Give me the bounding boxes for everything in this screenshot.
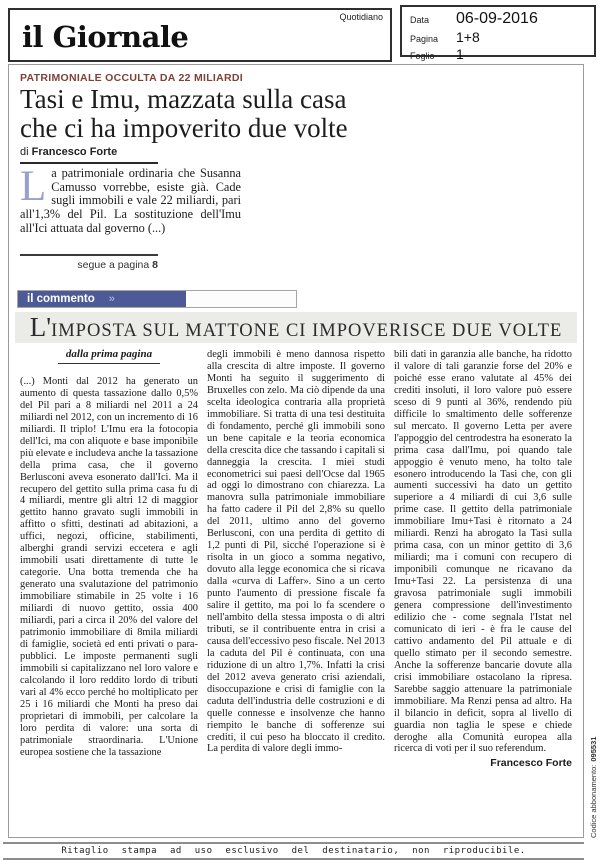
date-value: 06-09-2016: [456, 10, 538, 27]
column-2-text: degli immobili è meno dannosa rispetto alla crescita di altre imposte. Il governo Monti ha seguito il suggerimento di Bruxelles con zelo. Ma ciò dipende da una scelta ideologica contraria alla proprietà immobiliare. Si tratta di una tesi destituita di fondamento, perché gli immobili sono un bene capitale e la teoria economica della crescita dice che tassando i capitali si danneggia la crescita. I miei studi econometrici sui paesi dell'Ocse dal 1965 ad oggi lo dimostrano con chiarezza. La manovra sulla patrimoniale immobiliare ha fatto cadere il Pil del 2,8% su quello del 2011, ultimo anno del governo Berlusconi, con una perdita di gettito di 1,2 punti di Pil, sicché l'operazione si è risolta in un gioco a somma negativo, dovuto alla legge economica che si ricava dalla «curva di Laffer». Sino a un certo punto l'aumento di pressione fiscale fa salire il gettito, ma poi lo fa scendere o nell'ambito della stessa imposta o di altri tributi, se il contribuente entra in crisi a causa dell'eccessivo peso fiscale. Nel 2013 la caduta del Pil è continuata, con una riduzione di un altro 1,7%. Infatti la crisi del 2012 aveva generato crisi aziendali, disoccupazione e crisi di famiglie con la caduta dell'industria delle costruzioni e di quelle connesse e insolvenze che hanno riempito le banche di sofferenze sui crediti, il cui peso ha bloccato il credito. La perdita di valore degli immo-: [207, 349, 386, 755]
subscription-code: [589, 688, 600, 838]
front-headline: [20, 85, 348, 143]
meta-row-date: [410, 10, 594, 28]
column-3-text: bili dati in garanzia alle banche, ha ridotto il valore di tali garanzie forse del 20% e poiché esse erano valutate al 45% dei crediti insoluti, il loro valore può essere sceso di 9 punti al 36%, rendendo più difficile lo smaltimento delle sofferenze sul mercato. Il governo Letta per avere l'appoggio del centrodestra ha esonerato la prima casa dall'Imu, poi quando tale appoggio è venuto meno, ha tolto tale esonero introducendo la Tasi che, con gli aumenti successivi ha dato un gettito superiore a 4 miliardi di cui 3,6 sulle prime case. Il gettito della patrimoniale immobiliare Imu+Tasi è ritornato a 24 miliardi. Renzi ha abrogato la Tasi sulla prima casa, con un minor gettito di 3,6 miliardi; ma i comuni con recupero di imponibili comunque ne ricavano da Imu+Tasi 22. La persistenza di una gravosa patrimoniale sugli immobili genera compressione dell'investimento edilizio che - come segnala l'Istat nel comunicato di ieri - è fra le cause del cattivo andamento del Pil attuale e di quello stimato per il secondo semestre. Anche la sofferenze bancarie dovute alla crisi immobiliare ostacolano la ripresa. Sarebbe saggio attenuare la patrimoniale immobiliare. Ma Renzi pensa ad altro. Ha il bilancio in deficit, sopra al livello di guardia non taglia le spese e chiede deroghe alla Comunità europea alla ricerca di voti per il suo referendum.: [394, 349, 572, 755]
article-frame: [8, 64, 584, 838]
masthead-box: [8, 8, 392, 62]
column-3: [394, 349, 572, 770]
lead-paragraph: [20, 163, 241, 236]
subscription-code-value: 095531: [589, 736, 598, 762]
newspaper-logo: il Giornale: [22, 20, 189, 54]
comment-label: il commento: [27, 293, 95, 305]
double-arrow-icon: »: [108, 293, 115, 305]
page-value: 1+8: [456, 29, 480, 45]
sheet-label: Foglio: [410, 51, 435, 61]
continuation-label: segue a pagina: [77, 259, 153, 271]
front-headline-line2: che ci ha impoverito due volte: [20, 113, 348, 143]
comment-tab: [18, 291, 186, 307]
sheet-value: 1: [456, 46, 464, 62]
article-signature: Francesco Forte: [490, 757, 572, 770]
page-label: Pagina: [410, 34, 439, 44]
article-columns: [20, 349, 572, 770]
clipping-meta-box: [400, 5, 596, 62]
byline: [20, 146, 158, 164]
meta-row-page: [410, 29, 594, 45]
dropcap: L: [20, 163, 47, 210]
continuation-note: [20, 259, 158, 271]
continuation-block: [20, 254, 158, 271]
kicker: PATRIMONIALE OCCULTA DA 22 MILIARDI: [20, 72, 244, 84]
subscription-code-label: Codice abbonamento:: [589, 764, 598, 838]
continuation-page-number: 8: [152, 259, 158, 271]
copyright-disclaimer-bar: Ritaglio stampa ad uso esclusivo del destinatario, non riproducibile.: [3, 842, 584, 860]
comment-headline-bar: [15, 312, 577, 343]
column-1-text: (...) Monti dal 2012 ha generato un aumento di questa tassazione dallo 0,5% del Pil pari a 8 miliardi nel 2011 a 24 miliardi nel 2012, con un incremento di 16 miliardi. Il triplo! L'Imu era la fotocopia dell'Ici, ma con aliquote e base imponibile più elevate e includeva anche la tassazione della prima casa, che il governo Berlusconi aveva esonerato dall'Ici. Ma il recupero del gettito sulla prima casa fu di 4 miliardi, mentre gli altri 12 di maggior gettito hanno gravato sugli immobili in affitto o sfitti, destinati ad abitazioni, a uffici, negozi, officine, stabilimenti, alberghi grandi servizi eccetera e agli immobili usati direttamente di tutte le categorie. Una botta tremenda che ha generato una svalutazione del patrimonio immobiliare stimabile in 25 volte i 16 miliardi di nuovo gettito, ossia 400 miliardi, pari a circa il 20% del valore del patrimonio immobiliare di 8mila miliardi di famiglie, società ed enti privati o para-pubblici. Le imposte permanenti sugli immobili si capitalizzano nel loro valore e calcolando il loro reddito lordo di tributi vari al 4% ecco perché ho moltiplicato per 25 i 16 miliardi che Monti ha preso dai proprietari di immobili, per calcolare la loro perdita di valore: una sorta di patrimoniale straordinaria. L'Unione europea sostiene che la tassazione: [20, 375, 198, 758]
continuation-rule: [20, 254, 158, 256]
column-2: [207, 349, 385, 770]
comment-headline-text: IMPOSTA SUL MATTONE CI IMPOVERISCE DUE VOLTE: [51, 321, 563, 341]
column-subhead: dalla prima pagina: [58, 349, 160, 364]
front-headline-line1: Tasi e Imu, mazzata sulla casa: [20, 84, 347, 114]
date-label: Data: [410, 15, 430, 25]
lead-text: a patrimoniale ordinaria che Susanna Camusso vorrebbe, esiste già. Cade sugli immobili e vale 22 miliardi, pari all'1,3% del Pil. La sostituzione dell'Imu all'Ici attuata dal governo (...): [20, 166, 241, 235]
column-1: [20, 349, 198, 770]
byline-prefix: di: [20, 146, 32, 158]
comment-section-strip: [17, 290, 297, 308]
comment-headline-lead: L': [29, 312, 52, 342]
byline-author: Francesco Forte: [31, 146, 118, 158]
publication-type-label: Quotidiano: [339, 12, 383, 22]
meta-row-sheet: [410, 46, 594, 62]
